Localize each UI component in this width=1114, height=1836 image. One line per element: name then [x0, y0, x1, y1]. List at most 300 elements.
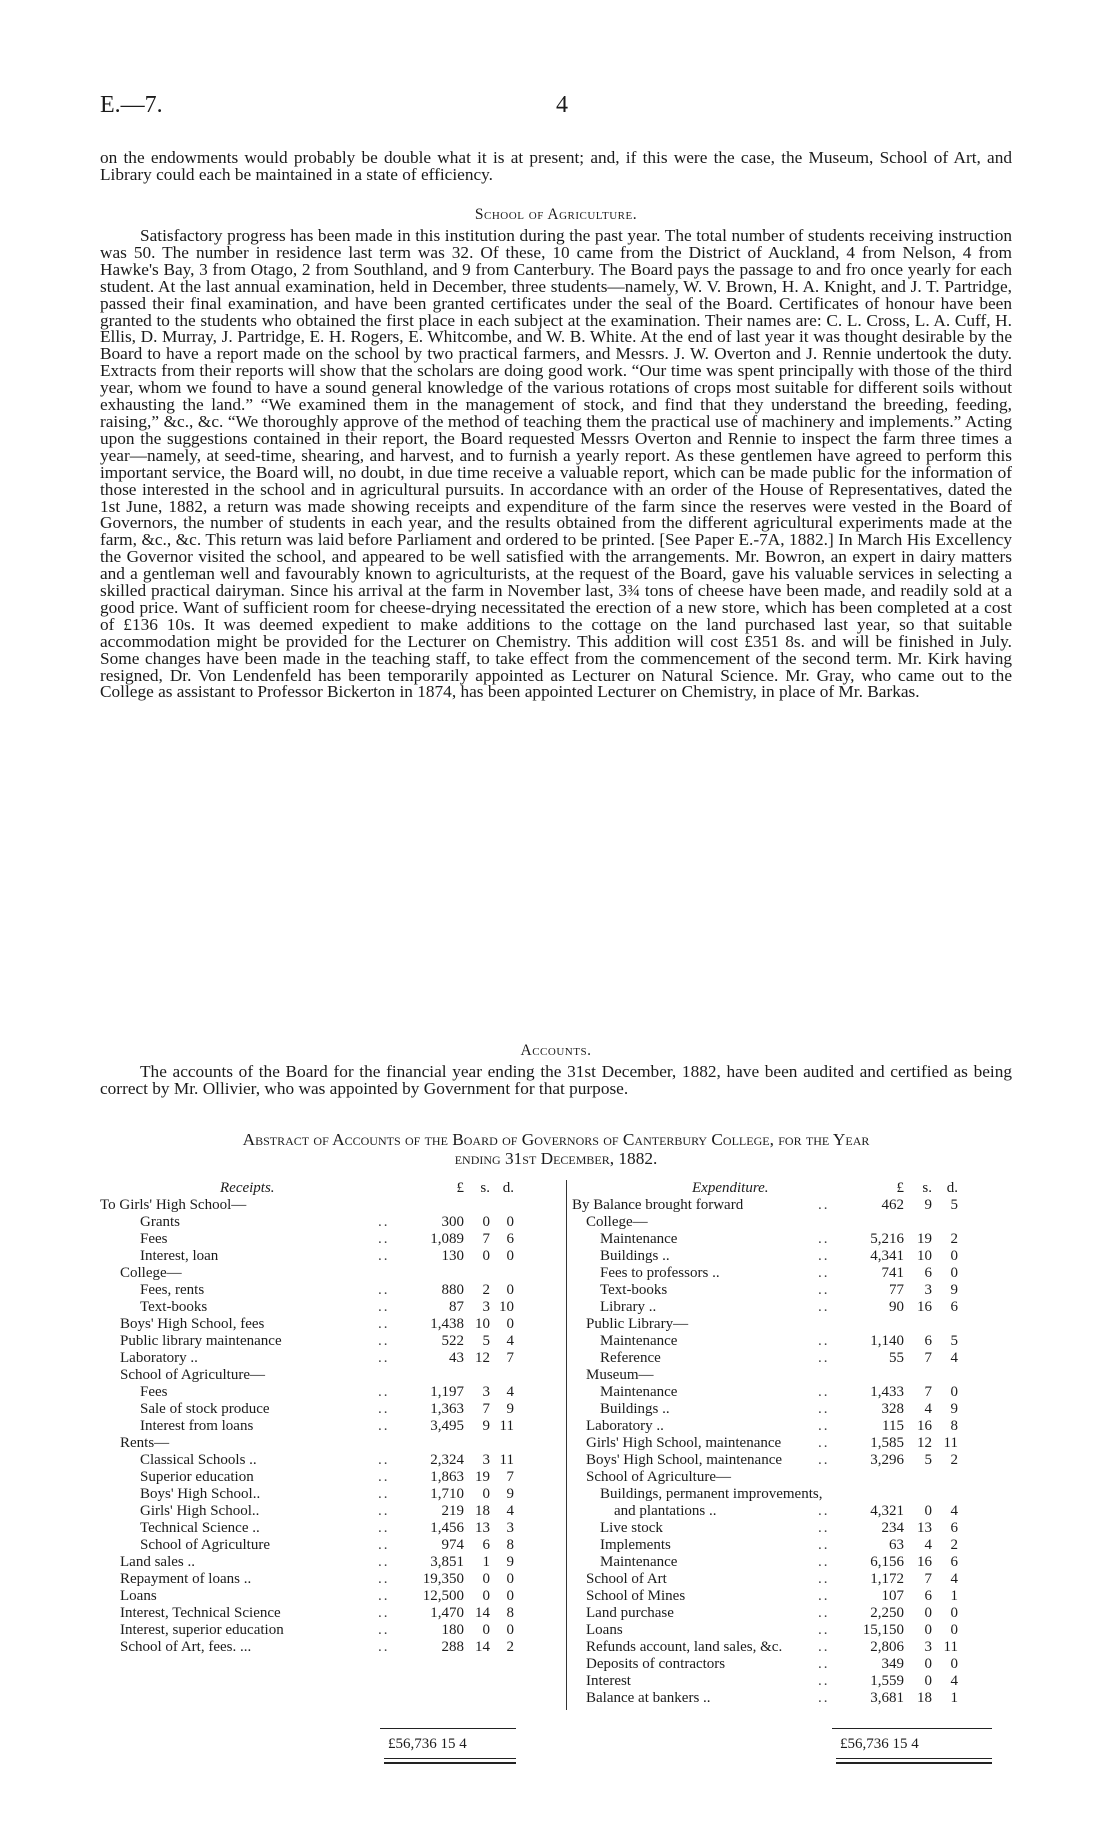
account-row	[572, 1571, 1012, 1588]
account-row	[572, 1435, 1012, 1452]
pence-value: 4	[950, 1673, 958, 1689]
receipts-table	[100, 1180, 562, 1656]
leader-dots: ..	[818, 1418, 830, 1434]
account-row-label: Text-books	[600, 1282, 668, 1298]
account-row	[100, 1214, 562, 1231]
expenditure-heading: Expenditure.	[692, 1180, 769, 1196]
account-row-label: Maintenance	[600, 1554, 678, 1570]
account-row	[572, 1673, 1012, 1690]
pounds-value: 1,140	[870, 1333, 904, 1349]
account-row-label: Land purchase	[586, 1605, 674, 1621]
account-row	[100, 1435, 562, 1452]
pounds-value: 741	[881, 1265, 904, 1281]
expenditure-total: £56,736 15 4	[840, 1736, 919, 1752]
abstract-title-line2: ending 31st December, 1882.	[454, 1149, 658, 1168]
leader-dots: ..	[818, 1248, 830, 1264]
account-row	[100, 1282, 562, 1299]
account-row	[100, 1384, 562, 1401]
account-row	[572, 1554, 1012, 1571]
pence-value: 8	[506, 1605, 514, 1621]
shillings-value: 4	[924, 1537, 932, 1553]
pence-value: 8	[506, 1537, 514, 1553]
leader-dots: ..	[378, 1503, 390, 1519]
receipts-total: £56,736 15 4	[388, 1736, 467, 1752]
pounds-value: 1,197	[430, 1384, 464, 1400]
shillings-value: 12	[475, 1350, 490, 1366]
account-row-label: School of Agriculture—	[586, 1469, 731, 1485]
leader-dots: ..	[378, 1282, 390, 1298]
pounds-value: 1,172	[870, 1571, 904, 1587]
account-row	[572, 1503, 1012, 1520]
pence-value: 6	[950, 1520, 958, 1536]
pence-value: 9	[506, 1401, 514, 1417]
account-row	[100, 1622, 562, 1639]
pounds-value: 87	[449, 1299, 464, 1315]
pence-value: 6	[950, 1554, 958, 1570]
shillings-value: 5	[482, 1333, 490, 1349]
pounds-value: 1,470	[430, 1605, 464, 1621]
shillings-value: 7	[482, 1401, 490, 1417]
leader-dots: ..	[818, 1350, 830, 1366]
pounds-value: 880	[441, 1282, 464, 1298]
shillings-column-header: s.	[480, 1180, 490, 1196]
pence-value: 5	[950, 1197, 958, 1213]
pence-value: 2	[950, 1231, 958, 1247]
account-row	[100, 1316, 562, 1333]
account-row-label: Buildings ..	[600, 1401, 670, 1417]
shillings-value: 0	[482, 1214, 490, 1230]
account-row	[100, 1418, 562, 1435]
pounds-value: 1,438	[430, 1316, 464, 1332]
leader-dots: ..	[818, 1571, 830, 1587]
pounds-value: 6,156	[870, 1554, 904, 1570]
pence-column-header: d.	[946, 1180, 958, 1196]
shillings-value: 7	[924, 1350, 932, 1366]
shillings-value: 16	[917, 1418, 932, 1434]
pounds-column-header: £	[896, 1180, 904, 1196]
account-row	[100, 1605, 562, 1622]
pounds-value: 3,495	[430, 1418, 464, 1434]
pounds-value: 43	[449, 1350, 464, 1366]
shillings-value: 4	[924, 1401, 932, 1417]
pence-value: 4	[506, 1503, 514, 1519]
account-row	[100, 1401, 562, 1418]
pounds-column-header: £	[456, 1180, 464, 1196]
leader-dots: ..	[378, 1622, 390, 1638]
account-row	[572, 1401, 1012, 1418]
account-row	[572, 1469, 1012, 1486]
account-row-label: Girls' High School, maintenance	[586, 1435, 782, 1451]
pence-value: 9	[506, 1554, 514, 1570]
account-row	[572, 1605, 1012, 1622]
shillings-value: 10	[917, 1248, 932, 1264]
account-row	[100, 1350, 562, 1367]
account-row	[100, 1197, 562, 1214]
account-row-label: Implements	[600, 1537, 671, 1553]
leader-dots: ..	[818, 1401, 830, 1417]
pence-value: 0	[950, 1622, 958, 1638]
shillings-value: 0	[924, 1656, 932, 1672]
pence-value: 0	[506, 1622, 514, 1638]
shillings-value: 1	[482, 1554, 490, 1570]
receipts-double-rule	[384, 1758, 516, 1764]
intro-paragraph: on the endowments would probably be double what it is at present; and, if this were the case, the Museum, School of Art, and Library could each be maintained in a state of efficiency.	[100, 148, 1012, 184]
leader-dots: ..	[818, 1537, 830, 1553]
leader-dots: ..	[378, 1605, 390, 1621]
pence-value: 10	[499, 1299, 514, 1315]
account-row-label: Classical Schools ..	[140, 1452, 257, 1468]
shillings-value: 3	[924, 1639, 932, 1655]
pence-value: 0	[950, 1656, 958, 1672]
expenditure-table	[572, 1180, 1012, 1707]
leader-dots: ..	[378, 1520, 390, 1536]
pounds-value: 328	[881, 1401, 904, 1417]
pounds-value: 1,559	[870, 1673, 904, 1689]
account-row-label: Girls' High School..	[140, 1503, 260, 1519]
pounds-value: 3,851	[430, 1554, 464, 1570]
pounds-value: 1,433	[870, 1384, 904, 1400]
pounds-value: 130	[441, 1248, 464, 1264]
shillings-value: 0	[482, 1588, 490, 1604]
leader-dots: ..	[378, 1299, 390, 1315]
account-row	[572, 1197, 1012, 1214]
leader-dots: ..	[818, 1299, 830, 1315]
account-row-label: Museum—	[586, 1367, 654, 1383]
leader-dots: ..	[818, 1554, 830, 1570]
leader-dots: ..	[378, 1401, 390, 1417]
pence-value: 1	[950, 1588, 958, 1604]
pence-value: 0	[506, 1248, 514, 1264]
pounds-value: 4,341	[870, 1248, 904, 1264]
account-row-label: School of Agriculture—	[120, 1367, 265, 1383]
leader-dots: ..	[818, 1622, 830, 1638]
pounds-value: 1,363	[430, 1401, 464, 1417]
page-number: 4	[556, 92, 568, 118]
account-row-label: Superior education	[140, 1469, 254, 1485]
shillings-value: 9	[482, 1418, 490, 1434]
pence-value: 0	[950, 1384, 958, 1400]
pence-value: 5	[950, 1333, 958, 1349]
account-row	[572, 1231, 1012, 1248]
account-row	[100, 1588, 562, 1605]
account-row	[572, 1690, 1012, 1707]
account-row-label: Balance at bankers ..	[586, 1690, 711, 1706]
account-row-label: Laboratory ..	[120, 1350, 198, 1366]
shillings-value: 7	[924, 1571, 932, 1587]
account-row	[572, 1299, 1012, 1316]
account-row	[100, 1503, 562, 1520]
pounds-value: 12,500	[422, 1588, 464, 1604]
leader-dots: ..	[378, 1639, 390, 1655]
account-row-label: Maintenance	[600, 1384, 678, 1400]
account-row-label: Maintenance	[600, 1231, 678, 1247]
account-row-label: Buildings ..	[600, 1248, 670, 1264]
pence-value: 4	[950, 1503, 958, 1519]
account-row-label: Buildings, permanent improvements,	[600, 1486, 823, 1502]
account-row-label: Public library maintenance	[120, 1333, 282, 1349]
account-row	[572, 1367, 1012, 1384]
pounds-value: 1,456	[430, 1520, 464, 1536]
account-row-label: School of Art, fees. ...	[120, 1639, 252, 1655]
leader-dots: ..	[378, 1469, 390, 1485]
account-row-label: Fees	[140, 1231, 168, 1247]
account-row-label: School of Agriculture	[140, 1537, 270, 1553]
account-row-label: and plantations ..	[614, 1503, 717, 1519]
account-row	[100, 1639, 562, 1656]
leader-dots: ..	[378, 1248, 390, 1264]
leader-dots: ..	[378, 1333, 390, 1349]
shillings-value: 6	[924, 1588, 932, 1604]
account-row-label: Repayment of loans ..	[120, 1571, 252, 1587]
account-row	[100, 1520, 562, 1537]
account-row	[572, 1384, 1012, 1401]
shillings-value: 2	[482, 1282, 490, 1298]
account-row	[572, 1418, 1012, 1435]
leader-dots: ..	[378, 1350, 390, 1366]
leader-dots: ..	[378, 1537, 390, 1553]
account-row-label: College—	[586, 1214, 648, 1230]
pence-value: 8	[950, 1418, 958, 1434]
account-row-label: Boys' High School, fees	[120, 1316, 265, 1332]
account-row-label: Fees, rents	[140, 1282, 205, 1298]
pounds-value: 63	[889, 1537, 904, 1553]
pounds-value: 1,585	[870, 1435, 904, 1451]
account-row	[572, 1452, 1012, 1469]
agriculture-heading: School of Agriculture.	[474, 206, 638, 223]
account-row	[100, 1469, 562, 1486]
account-row-label: Technical Science ..	[140, 1520, 260, 1536]
leader-dots: ..	[378, 1452, 390, 1468]
account-row	[572, 1316, 1012, 1333]
pounds-value: 115	[882, 1418, 904, 1434]
leader-dots: ..	[818, 1605, 830, 1621]
account-row	[572, 1639, 1012, 1656]
pounds-value: 300	[441, 1214, 464, 1230]
account-row-label: Interest, superior education	[120, 1622, 284, 1638]
account-row	[100, 1299, 562, 1316]
shillings-value: 13	[917, 1520, 932, 1536]
expenditure-double-rule	[836, 1758, 992, 1764]
shillings-value: 0	[924, 1503, 932, 1519]
pounds-value: 349	[881, 1656, 904, 1672]
leader-dots: ..	[818, 1673, 830, 1689]
shillings-value: 0	[924, 1605, 932, 1621]
pounds-value: 2,250	[870, 1605, 904, 1621]
pence-value: 0	[506, 1571, 514, 1587]
account-row	[572, 1248, 1012, 1265]
leader-dots: ..	[818, 1197, 830, 1213]
account-row-label: Refunds account, land sales, &c.	[586, 1639, 783, 1655]
leader-dots: ..	[818, 1690, 830, 1706]
leader-dots: ..	[378, 1214, 390, 1230]
pounds-value: 3,296	[870, 1452, 904, 1468]
pounds-value: 288	[441, 1639, 464, 1655]
account-row	[100, 1571, 562, 1588]
account-row	[100, 1486, 562, 1503]
pounds-value: 2,806	[870, 1639, 904, 1655]
shillings-value: 5	[924, 1452, 932, 1468]
leader-dots: ..	[378, 1384, 390, 1400]
pence-value: 11	[943, 1639, 958, 1655]
account-row-label: Reference	[600, 1350, 661, 1366]
shillings-value: 13	[475, 1520, 490, 1536]
account-row-label: School of Mines	[586, 1588, 686, 1604]
pence-value: 11	[499, 1452, 514, 1468]
leader-dots: ..	[378, 1231, 390, 1247]
leader-dots: ..	[378, 1554, 390, 1570]
account-row-label: Interest from loans	[140, 1418, 254, 1434]
shillings-value: 18	[475, 1503, 490, 1519]
account-row-label: Deposits of contractors	[586, 1656, 726, 1672]
leader-dots: ..	[818, 1520, 830, 1536]
account-row	[572, 1282, 1012, 1299]
abstract-title	[100, 1130, 1012, 1168]
shillings-value: 0	[924, 1622, 932, 1638]
account-row-label: Maintenance	[600, 1333, 678, 1349]
pence-value: 4	[506, 1384, 514, 1400]
pounds-value: 77	[889, 1282, 904, 1298]
pounds-value: 3,681	[870, 1690, 904, 1706]
pence-value: 11	[499, 1418, 514, 1434]
account-row-label: Loans	[120, 1588, 157, 1604]
shillings-value: 6	[482, 1537, 490, 1553]
account-row	[572, 1265, 1012, 1282]
account-row-label: Interest, Technical Science	[120, 1605, 281, 1621]
pounds-value: 19,350	[422, 1571, 464, 1587]
leader-dots: ..	[378, 1571, 390, 1587]
account-row-label: Loans	[586, 1622, 623, 1638]
pence-value: 0	[950, 1265, 958, 1281]
pence-value: 4	[950, 1571, 958, 1587]
shillings-value: 6	[924, 1265, 932, 1281]
pence-value: 9	[950, 1401, 958, 1417]
pence-value: 2	[950, 1537, 958, 1553]
pence-value: 3	[506, 1520, 514, 1536]
account-row-label: Fees	[140, 1384, 168, 1400]
account-row	[572, 1520, 1012, 1537]
account-row	[572, 1537, 1012, 1554]
account-row-label: Public Library—	[586, 1316, 689, 1332]
pence-value: 0	[950, 1248, 958, 1264]
account-row	[100, 1537, 562, 1554]
account-row-label: Boys' High School, maintenance	[586, 1452, 783, 1468]
pence-value: 7	[506, 1350, 514, 1366]
leader-dots: ..	[818, 1384, 830, 1400]
pence-value: 0	[506, 1588, 514, 1604]
leader-dots: ..	[818, 1265, 830, 1281]
shillings-value: 0	[482, 1622, 490, 1638]
receipts-heading: Receipts.	[220, 1180, 275, 1196]
account-row	[572, 1656, 1012, 1673]
shillings-value: 0	[482, 1571, 490, 1587]
shillings-value: 18	[917, 1690, 932, 1706]
pence-value: 0	[506, 1214, 514, 1230]
account-row	[100, 1231, 562, 1248]
pence-value: 11	[943, 1435, 958, 1451]
account-row-label: To Girls' High School—	[100, 1197, 247, 1213]
pounds-value: 234	[881, 1520, 904, 1536]
shillings-value: 10	[475, 1316, 490, 1332]
agriculture-paragraph: Satisfactory progress has been made in this institution during the past year. The total number of students receiving instruction was 50. The number in residence last term was 32. Of these, 10 came from the District of Auckland, 4 from Nelson, 4 from Hawke's Bay, 3 from Otago, 2 from Southland, and 9 from Canterbury. The Board pays the passage to and fro once yearly for each student. At the last annual examination, held in December, three students—namely, W. V. Brown, H. A. Knight, and J. T. Partridge, passed their final examination, and have been granted certificates under the seal of the Board. Certificates of honour have been granted to the students who obtained the first place in each subject at the examination. Their names are: C. L. Cross, L. A. Cuff, H. Ellis, D. Murray, J. Partridge, E. H. Rogers, E. Whitcombe, and W. B. White. At the end of last year it was thought desirable by the Board to have a report made on the school by two practical farmers, and Messrs. J. W. Overton and J. Rennie undertook the duty. Extracts from their reports will show that the scholars are doing good work. “Our time was spent principally with those of the third year, whom we found to have a sound general knowledge of the various rotations of crops most suitable for different soils without exhausting the land.” “We examined them in the management of stock, and find that they understand the breeding, feeding, raising,” &c., &c. “We thoroughly approve of the method of teaching them the practical use of machinery and implements.” Acting upon the suggestions contained in their report, the Board requested Messrs Overton and Rennie to inspect the farm three times a year—namely, at seed-time, shearing, and harvest, and to furnish a yearly report. As these gentlemen have agreed to perform this important service, the Board will, no doubt, in due time receive a valuable report, which can be made public for the information of those interested in the school and in agricultural pursuits. In accordance with an order of the House of Representatives, dated the 1st June, 1882, a return was made showing receipts and expenditure of the farm since the reserves were vested in the Board of Governors, the number of students in each year, and the results obtained from the different agricultural experiments made at the farm, &c., &c. This return was laid before Parliament and ordered to be printed. [See Paper E.-7A, 1882.] In March His Excellency the Governor visited the school, and appeared to be well satisfied with the arrangements. Mr. Bowron, an expert in dairy matters and a gentleman well and favourably known to agriculturists, at the request of the Board, gave his valuable services in selecting a skilled practical dairyman. Since his arrival at the farm in November last, 3¾ tons of cheese have been made, and readily sold at a good price. Want of sufficient room for cheese-drying necessitated the erection of a new store, which has been completed at a cost of £136 10s. It was deemed expedient to make additions to the cottage on the land purchased last year, so that suitable accommodation might be provided for the Lecturer on Chemistry. This addition will cost £351 8s. and will be finished in July. Some changes have been made in the teaching staff, to take effect from the commencement of the second term. Mr. Kirk having resigned, Dr. Von Lendenfeld has been temporarily appointed as Lecturer on Natural Science. Mr. Gray, who came out to the College as assistant to Professor Bickerton in 1874, has been appointed Lecturer on Chemistry, in place of Mr. Barkas.	[100, 226, 1012, 702]
account-row-label: Interest, loan	[140, 1248, 219, 1264]
account-row	[572, 1588, 1012, 1605]
leader-dots: ..	[818, 1656, 830, 1672]
pence-value: 0	[506, 1282, 514, 1298]
pence-value: 1	[950, 1690, 958, 1706]
pence-value: 9	[506, 1486, 514, 1502]
pounds-value: 974	[441, 1537, 464, 1553]
pounds-value: 55	[889, 1350, 904, 1366]
shillings-value: 7	[482, 1231, 490, 1247]
leader-dots: ..	[378, 1588, 390, 1604]
account-row-label: Laboratory ..	[586, 1418, 664, 1434]
account-row-label: Grants	[140, 1214, 180, 1230]
shillings-value: 3	[482, 1452, 490, 1468]
receipts-total-rule	[380, 1728, 516, 1729]
account-row	[100, 1333, 562, 1350]
account-row	[100, 1248, 562, 1265]
account-row-label: Fees to professors ..	[600, 1265, 720, 1281]
pounds-value: 4,321	[870, 1503, 904, 1519]
pence-value: 0	[950, 1605, 958, 1621]
page-reference: E.—7.	[100, 92, 163, 118]
pence-value: 6	[506, 1231, 514, 1247]
pounds-value: 107	[881, 1588, 904, 1604]
leader-dots: ..	[818, 1333, 830, 1349]
pence-value: 6	[950, 1299, 958, 1315]
shillings-value: 14	[475, 1639, 490, 1655]
pence-value: 9	[950, 1282, 958, 1298]
account-row	[100, 1265, 562, 1282]
shillings-value: 3	[482, 1299, 490, 1315]
expenditure-header	[572, 1180, 1012, 1197]
account-row	[572, 1622, 1012, 1639]
shillings-value: 0	[482, 1486, 490, 1502]
leader-dots: ..	[818, 1503, 830, 1519]
account-row	[100, 1452, 562, 1469]
account-row-label: Sale of stock produce	[140, 1401, 270, 1417]
pounds-value: 180	[441, 1622, 464, 1638]
pence-value: 2	[950, 1452, 958, 1468]
accounts-paragraph: The accounts of the Board for the financial year ending the 31st December, 1882, have been audited and certified as being correct by Mr. Ollivier, who was appointed by Government for that purpose.	[100, 1062, 1012, 1098]
leader-dots: ..	[818, 1452, 830, 1468]
account-row	[100, 1367, 562, 1384]
account-row-label: College—	[120, 1265, 182, 1281]
leader-dots: ..	[378, 1486, 390, 1502]
shillings-value: 3	[482, 1384, 490, 1400]
shillings-value: 9	[924, 1197, 932, 1213]
pounds-value: 219	[441, 1503, 464, 1519]
account-row-label: Text-books	[140, 1299, 208, 1315]
pounds-value: 1,863	[430, 1469, 464, 1485]
shillings-value: 19	[475, 1469, 490, 1485]
account-row-label: Interest	[586, 1673, 631, 1689]
pence-value: 2	[506, 1639, 514, 1655]
shillings-value: 7	[924, 1384, 932, 1400]
pounds-value: 2,324	[430, 1452, 464, 1468]
account-row	[100, 1554, 562, 1571]
leader-dots: ..	[378, 1418, 390, 1434]
account-row-label: Rents—	[120, 1435, 170, 1451]
account-row-label: Library ..	[600, 1299, 657, 1315]
account-row-label: Land sales ..	[120, 1554, 195, 1570]
shillings-value: 0	[924, 1673, 932, 1689]
abstract-title-line1: Abstract of Accounts of the Board of Governors of Canterbury College, for the Year	[242, 1130, 870, 1149]
pounds-value: 522	[441, 1333, 464, 1349]
pence-value: 4	[506, 1333, 514, 1349]
shillings-value: 16	[917, 1554, 932, 1570]
account-row	[572, 1333, 1012, 1350]
